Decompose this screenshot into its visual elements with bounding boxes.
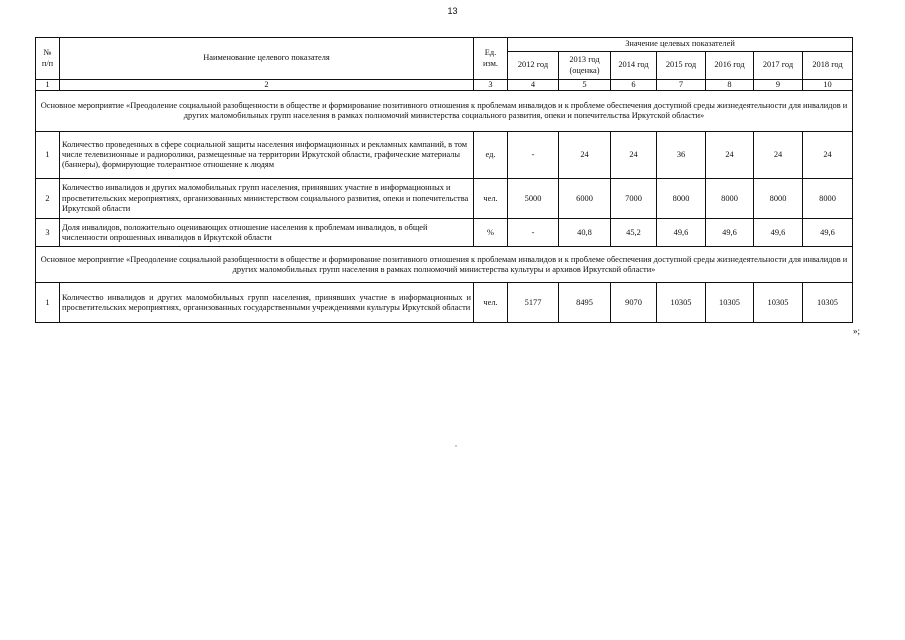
column-number: 8 [706, 80, 754, 91]
row-indicator-name: Доля инвалидов, положительно оценивающих отношение населения к проблемам инвалидов, в общей численности опрошенных инвалидов в Иркутской области [60, 219, 474, 247]
header-year: 2017 год [754, 52, 803, 80]
row-value: 49,6 [706, 219, 754, 247]
row-value: 40,8 [559, 219, 611, 247]
header-year: 2015 год [657, 52, 706, 80]
column-number: 5 [559, 80, 611, 91]
row-value: - [508, 219, 559, 247]
column-number: 7 [657, 80, 706, 91]
column-number: 6 [611, 80, 657, 91]
table-row [36, 132, 853, 179]
row-value: 49,6 [803, 219, 853, 247]
row-value: 10305 [706, 283, 754, 323]
column-number: 1 [36, 80, 60, 91]
page-number: 13 [447, 6, 458, 16]
column-number: 10 [803, 80, 853, 91]
scan-speck [455, 445, 457, 447]
row-indicator-name: Количество инвалидов и других маломобильных групп населения, принявших участие в информационных и просветительских мероприятиях, организованных государственными учреждениями культуры Иркутской области [60, 283, 474, 323]
row-value: 8000 [706, 179, 754, 219]
row-value: 9070 [611, 283, 657, 323]
column-number: 2 [60, 80, 474, 91]
row-num: 1 [36, 132, 60, 179]
row-value: 7000 [611, 179, 657, 219]
row-value: 24 [611, 132, 657, 179]
header-values-group: Значение целевых показателей [508, 38, 853, 52]
column-number: 9 [754, 80, 803, 91]
row-value: 10305 [803, 283, 853, 323]
row-value: 45,2 [611, 219, 657, 247]
row-unit: чел. [474, 179, 508, 219]
row-unit: ед. [474, 132, 508, 179]
row-value: 8000 [803, 179, 853, 219]
row-value: 8000 [657, 179, 706, 219]
header-year: 2013 год (оценка) [559, 52, 611, 80]
row-value: 5177 [508, 283, 559, 323]
row-num: 3 [36, 219, 60, 247]
row-value: 49,6 [657, 219, 706, 247]
row-value: 10305 [754, 283, 803, 323]
closing-quote-mark: »; [853, 326, 861, 336]
row-indicator-name: Количество инвалидов и других маломобильных групп населения, принявших участие в информационных и просветительских мероприятиях, организованных министерством социального развития, опеки и попечительства Иркутской области [60, 179, 474, 219]
header-year: 2016 год [706, 52, 754, 80]
header-year: 2014 год [611, 52, 657, 80]
row-value: 6000 [559, 179, 611, 219]
row-value: 8000 [754, 179, 803, 219]
section-title: Основное мероприятие «Преодоление социальной разобщенности в обществе и формирование позитивного отношения к проблемам инвалидов и к проблеме обеспечения доступной среды жизнедеятельности для инвалидов и других маломобильных групп населения в рамках полномочий министерства культуры и архивов Иркутской области» [36, 247, 853, 283]
header-year: 2018 год [803, 52, 853, 80]
table-row [36, 179, 853, 219]
target-indicators-table [35, 37, 853, 323]
row-num: 2 [36, 179, 60, 219]
header-year: 2012 год [508, 52, 559, 80]
header-unit: Ед. изм. [474, 38, 508, 80]
column-number: 3 [474, 80, 508, 91]
row-value: - [508, 132, 559, 179]
row-value: 10305 [657, 283, 706, 323]
row-value: 36 [657, 132, 706, 179]
header-num: № п/п [36, 38, 60, 80]
section-title: Основное мероприятие «Преодоление социальной разобщенности в обществе и формирование позитивного отношения к проблемам инвалидов и к проблеме обеспечения доступной среды жизнедеятельности для инвалидов и других маломобильных групп населения в рамках полномочий министерства социального развития, опеки и попечительства Иркутской области» [36, 91, 853, 132]
row-value: 24 [754, 132, 803, 179]
header-name: Наименование целевого показателя [60, 38, 474, 80]
row-unit: % [474, 219, 508, 247]
row-value: 24 [559, 132, 611, 179]
row-value: 8495 [559, 283, 611, 323]
column-number: 4 [508, 80, 559, 91]
row-indicator-name: Количество проведенных в сфере социальной защиты населения информационных и рекламных кампаний, в том числе телевизионные и радиоролики, размещенные на территории Иркутской области, графические материалы (баннеры), формирующие толерантное отношение к людям [60, 132, 474, 179]
row-value: 24 [706, 132, 754, 179]
table-row [36, 283, 853, 323]
row-value: 49,6 [754, 219, 803, 247]
row-num: 1 [36, 283, 60, 323]
row-value: 5000 [508, 179, 559, 219]
table-row [36, 219, 853, 247]
row-value: 24 [803, 132, 853, 179]
row-unit: чел. [474, 283, 508, 323]
